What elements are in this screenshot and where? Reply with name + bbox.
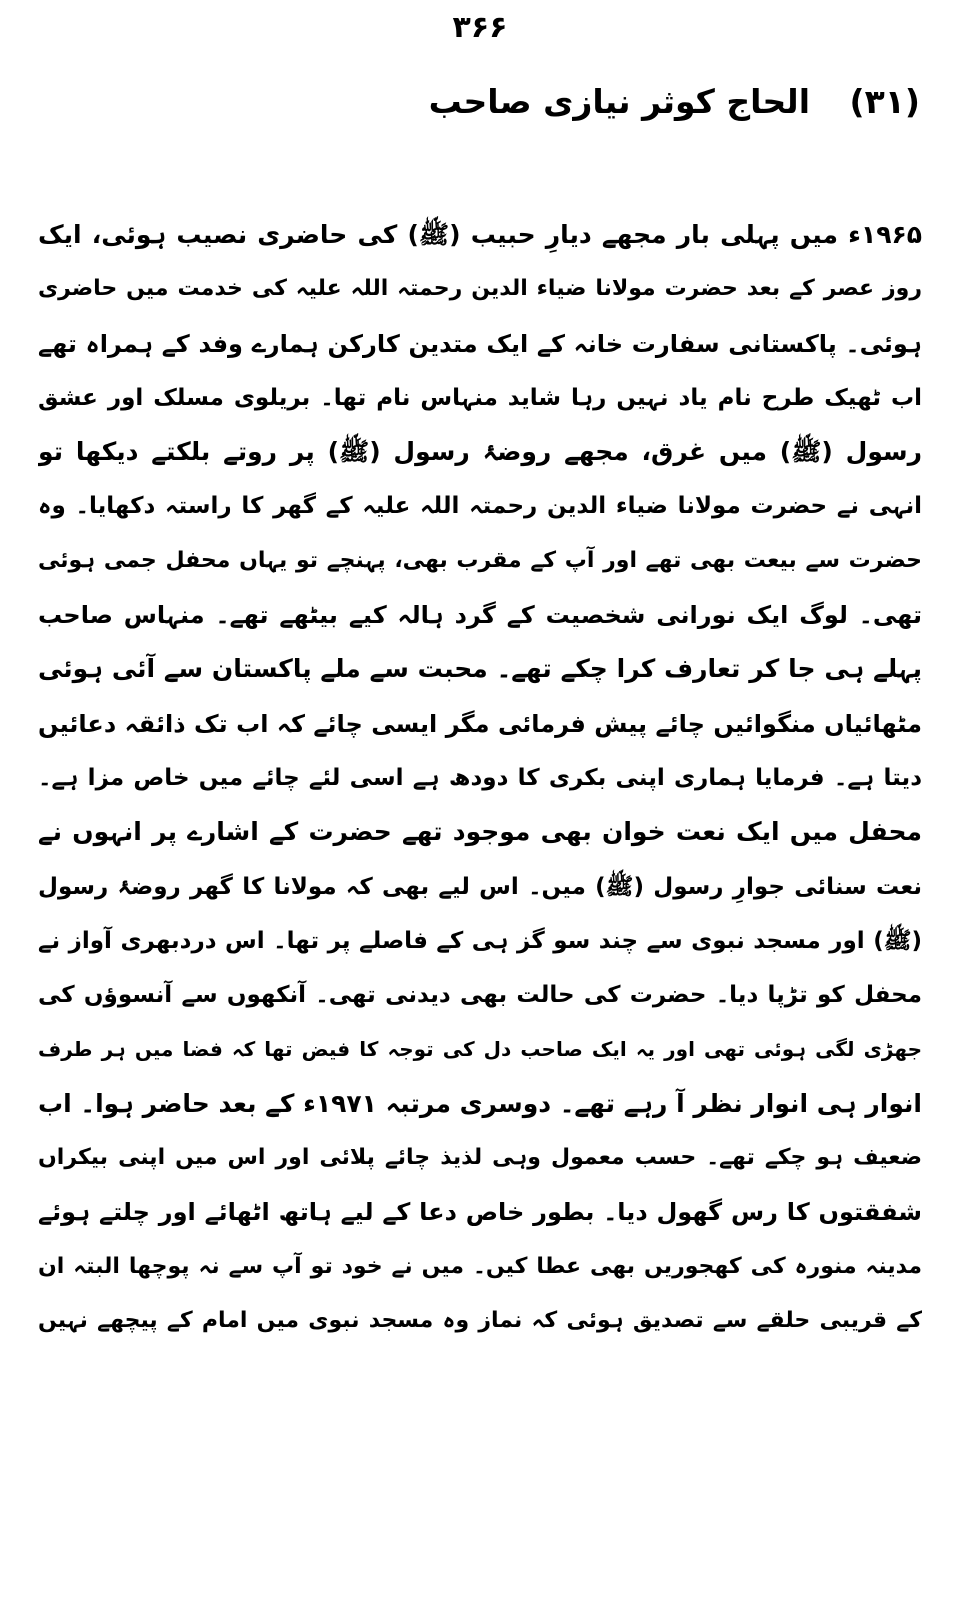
text-line: نعت سنائی جوارِ رسول (ﷺ) میں۔ اس لیے بھی کہ مولانا کا گھر روضۂ رسول <box>38 873 922 900</box>
text-line: انہی نے حضرت مولانا ضیاء الدین رحمتہ اللہ علیہ کے گھر کا راستہ دکھایا۔ وہ <box>38 493 922 520</box>
text-line: مٹھائیاں منگوائیں چائے پیش فرمائی مگر ایسی چائے کہ اب تک ذائقہ دعائیں <box>38 709 922 738</box>
text-line: انوار ہی انوار نظر آ رہے تھے۔ دوسری مرتبہ ۱۹۷۱ء کے بعد حاضر ہوا۔ اب <box>38 1088 922 1118</box>
text-line: روز عصر کے بعد حضرت مولانا ضیاء الدین رحمتہ اللہ علیہ کی خدمت میں حاضری <box>38 276 922 302</box>
text-line: محفل کو تڑپا دیا۔ حضرت کی حالت بھی دیدنی تھی۔ آنکھوں سے آنسوؤں کی <box>38 982 922 1009</box>
section-number: (۳۱) <box>849 82 920 121</box>
text-line: رسول (ﷺ) میں غرق، مجھے روضۂ رسول (ﷺ) پر روتے بلکتے دیکھا تو <box>38 437 922 467</box>
text-line: تھی۔ لوگ ایک نورانی شخصیت کے گرد ہالہ کیے بیٹھے تھے۔ منہاس صاحب <box>38 601 922 630</box>
text-line: ہوئی۔ پاکستانی سفارت خانہ کے ایک متدین کارکن ہمارے وفد کے ہمراہ تھے <box>38 329 922 358</box>
text-line: ۱۹۶۵ء میں پہلی بار مجھے دیارِ حبیب (ﷺ) کی حاضری نصیب ہوئی، ایک <box>38 220 922 249</box>
text-line: حضرت سے بیعت بھی تھے اور آپ کے مقرب بھی، پہنچے تو یہاں محفل جمی ہوئی <box>38 547 922 573</box>
text-line: محفل میں ایک نعت خوان بھی موجود تھے حضرت کے اشارے پر انہوں نے <box>38 817 922 847</box>
text-line: جھڑی لگی ہوئی تھی اور یہ ایک صاحب دل کی توجہ کا فیض تھا کہ فضا میں ہر طرف <box>38 1037 922 1062</box>
text-line: مدینہ منورہ کی کھجوریں بھی عطا کیں۔ میں نے خود تو آپ سے نہ پوچھا البتہ ان <box>38 1253 922 1279</box>
body-text <box>38 208 922 1348</box>
text-line: شفقتوں کا رس گھول دیا۔ بطور خاص دعا کے لیے ہاتھ اٹھائے اور چلتے ہوئے <box>38 1198 922 1227</box>
section-heading <box>40 82 920 121</box>
section-title: الحاج کوثر نیازی صاحب <box>428 82 811 121</box>
text-line: پہلے ہی جا کر تعارف کرا چکے تھے۔ محبت سے ملے پاکستان سے آئی ہوئی <box>38 654 922 684</box>
text-line: کے قریبی حلقے سے تصدیق ہوئی کہ نماز وہ مسجد نبوی میں امام کے پیچھے نہیں <box>38 1307 922 1333</box>
text-line: دیتا ہے۔ فرمایا ہماری اپنی بکری کا دودھ ہے اسی لئے چائے میں خاص مزا ہے۔ <box>38 764 922 791</box>
text-line: (ﷺ) اور مسجد نبوی سے چند سو گز ہی کے فاصلے پر تھا۔ اس دردبھری آواز نے <box>38 927 922 954</box>
text-line: ضعیف ہو چکے تھے۔ حسب معمول وہی لذیذ چائے پلائی اور اس میں اپنی بیکراں <box>38 1145 922 1171</box>
text-line: اب ٹھیک طرح نام یاد نہیں رہا شاید منہاس نام تھا۔ بریلوی مسلک اور عشق <box>38 384 922 411</box>
page-number: ۳۶۶ <box>452 10 508 45</box>
